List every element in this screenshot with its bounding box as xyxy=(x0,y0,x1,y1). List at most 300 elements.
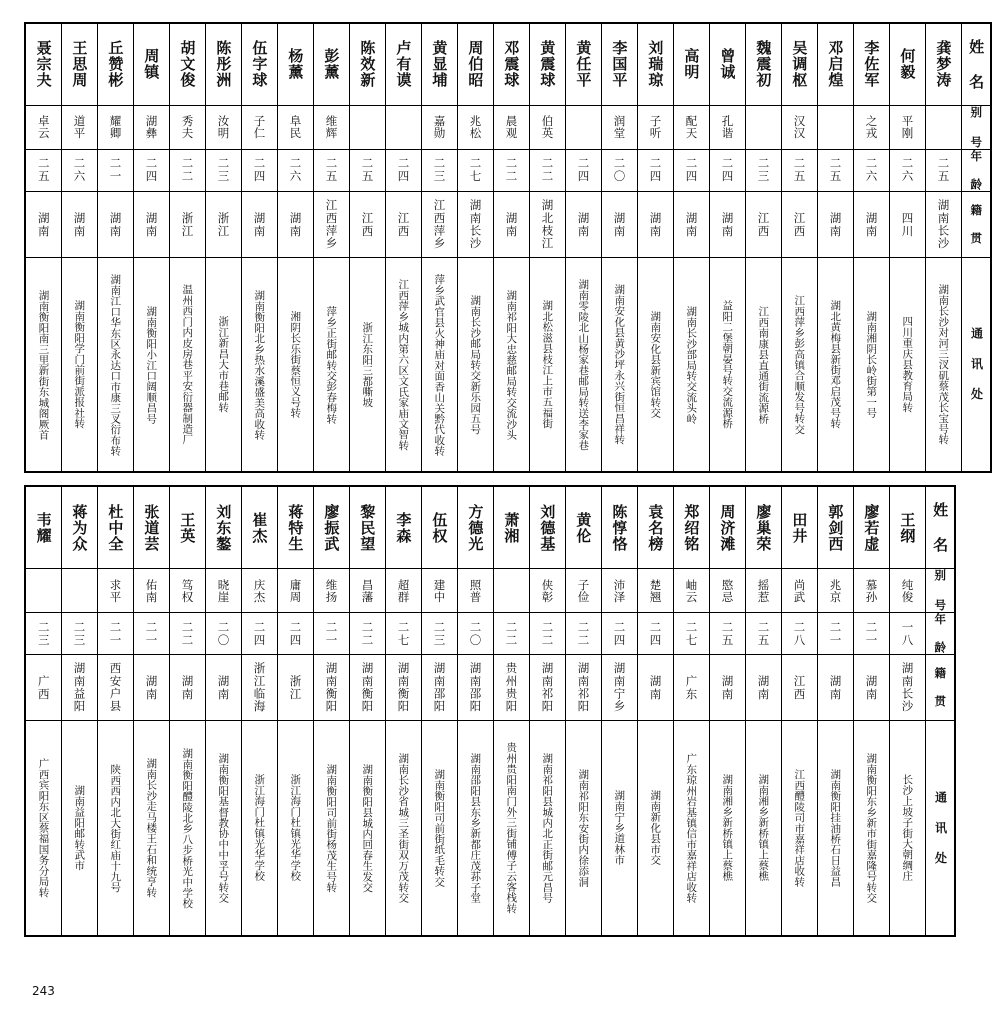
cell-age xyxy=(709,149,745,191)
name-text: 蒋为众 xyxy=(70,503,89,552)
address-text: 贵州贵阳南门外三街铺傅子云客栈转 xyxy=(505,742,518,914)
cell-name xyxy=(241,23,277,105)
cell-address xyxy=(565,721,601,936)
cell-alias xyxy=(61,105,97,149)
name-text: 杨薰 xyxy=(286,48,305,81)
name-text: 李国平 xyxy=(610,40,629,89)
origin-text: 湖南邵阳 xyxy=(468,662,483,714)
cell-age xyxy=(925,149,961,191)
name-text: 蒋特生 xyxy=(286,503,305,552)
cell-address xyxy=(493,257,529,472)
cell-address xyxy=(205,721,241,936)
age-text: 二四 xyxy=(252,620,267,647)
cell-name xyxy=(637,486,673,568)
address-text: 湖南长沙省城三圣街双万茂转交 xyxy=(397,752,410,903)
age-text: 二二 xyxy=(576,620,591,647)
address-text: 湖南长沙邮局转交新乐园五号 xyxy=(469,294,482,435)
cell-origin xyxy=(457,191,493,257)
alias-text: 摇惹 xyxy=(756,578,771,603)
cell-origin xyxy=(385,191,421,257)
origin-text: 江西 xyxy=(792,675,807,701)
cell-origin xyxy=(781,655,817,721)
alias-text: 维扬 xyxy=(324,578,339,603)
alias-text: 子仁 xyxy=(252,115,267,140)
table-row xyxy=(25,613,955,655)
row-label-name xyxy=(925,486,955,568)
alias-text: 阜民 xyxy=(288,115,303,140)
cell-alias xyxy=(817,568,853,612)
cell-alias xyxy=(97,568,133,612)
name-text: 廖巢荣 xyxy=(754,503,773,552)
cell-alias xyxy=(781,568,817,612)
origin-text: 湖南 xyxy=(252,211,267,238)
cell-alias xyxy=(457,568,493,612)
age-text: 二七 xyxy=(684,620,699,647)
cell-age xyxy=(781,149,817,191)
cell-address xyxy=(241,721,277,936)
origin-text: 湖南 xyxy=(36,211,51,238)
address-text: 湖南长沙走马楼王石和统亨转 xyxy=(145,758,158,898)
age-text: 二二 xyxy=(180,157,195,184)
cell-alias xyxy=(25,105,61,149)
cell-address xyxy=(313,721,349,936)
name-text: 王思周 xyxy=(70,40,89,89)
age-text: 二四 xyxy=(288,620,303,647)
cell-address xyxy=(385,257,421,472)
age-text: 二三 xyxy=(36,620,51,647)
cell-address xyxy=(889,721,925,936)
origin-text: 湖南 xyxy=(648,675,663,701)
cell-age xyxy=(241,613,277,655)
cell-alias xyxy=(601,105,637,149)
address-text: 浙江海门杜镇光华学校 xyxy=(289,774,302,882)
row-label-address xyxy=(925,721,955,936)
cell-origin xyxy=(637,655,673,721)
name-text: 陈彤洲 xyxy=(214,40,233,89)
age-text: 二六 xyxy=(288,157,303,184)
cell-address xyxy=(349,721,385,936)
name-text: 黎民望 xyxy=(358,503,377,552)
name-text: 郭剑西 xyxy=(826,503,845,552)
name-text: 曾诚 xyxy=(718,48,737,81)
cell-address xyxy=(853,721,889,936)
age-text: 二四 xyxy=(648,620,663,647)
alias-text: 楚翘 xyxy=(648,578,663,603)
name-text: 周镇 xyxy=(142,48,161,81)
cell-origin xyxy=(349,655,385,721)
row-label-name xyxy=(961,23,991,105)
address-text: 湖南益阳邮转武市 xyxy=(73,785,86,871)
age-text: 二二 xyxy=(540,620,555,647)
cell-alias xyxy=(709,105,745,149)
age-text: 二〇 xyxy=(612,157,627,184)
address-text: 湖南衡阳司前街纸毛转交 xyxy=(433,769,446,887)
age-text: 二四 xyxy=(720,157,735,184)
alias-text: 沛泽 xyxy=(612,578,627,603)
alias-text: 庸周 xyxy=(288,578,303,603)
cell-alias xyxy=(169,105,205,149)
cell-address xyxy=(493,721,529,936)
cell-address xyxy=(313,257,349,472)
cell-age xyxy=(241,149,277,191)
alias-text: 昌藩 xyxy=(360,578,375,603)
address-text: 浙江海门杜镇光华学校 xyxy=(253,774,266,882)
cell-alias xyxy=(889,568,925,612)
address-text: 广东琼州岩基镇信市嘉祥店收转 xyxy=(685,752,698,903)
cell-address xyxy=(169,257,205,472)
cell-name xyxy=(601,486,637,568)
origin-text: 湖南 xyxy=(108,211,123,238)
cell-address xyxy=(97,257,133,472)
cell-name xyxy=(61,23,97,105)
address-text: 湖南江口华东区永达口市康三叉衍布转 xyxy=(109,273,122,456)
cell-age xyxy=(61,149,97,191)
age-text: 二三 xyxy=(216,157,231,184)
cell-alias xyxy=(169,568,205,612)
age-text: 二五 xyxy=(756,620,771,647)
origin-text: 湖南 xyxy=(756,675,771,701)
name-text: 陈效新 xyxy=(358,40,377,89)
cell-address xyxy=(277,257,313,472)
name-text: 邓启煌 xyxy=(826,40,845,89)
cell-alias xyxy=(493,568,529,612)
age-text: 二四 xyxy=(252,157,267,184)
origin-text: 湖南 xyxy=(828,211,843,238)
cell-origin xyxy=(889,655,925,721)
cell-name xyxy=(313,486,349,568)
table-row xyxy=(25,149,991,191)
origin-text: 湖南祁阳 xyxy=(540,662,555,714)
address-text: 湘阴长乐街蔡恒义号转 xyxy=(289,311,302,419)
cell-address xyxy=(385,721,421,936)
cell-name xyxy=(421,486,457,568)
cell-age xyxy=(565,613,601,655)
cell-address xyxy=(601,257,637,472)
cell-origin xyxy=(709,655,745,721)
cell-alias xyxy=(745,568,781,612)
name-text: 何毅 xyxy=(898,48,917,81)
age-text: 二三 xyxy=(72,620,87,647)
cell-origin xyxy=(421,191,457,257)
address-text: 湖南湘乡新桥镇上蔡樵 xyxy=(721,774,734,882)
address-text: 广西宾阳东区蔡福国务分局转 xyxy=(37,758,50,898)
cell-age xyxy=(601,613,637,655)
cell-alias xyxy=(133,105,169,149)
origin-text: 湖南 xyxy=(504,211,519,238)
name-text: 黄任平 xyxy=(574,40,593,89)
address-text: 江西萍乡城内第六区文氏家庙文智转 xyxy=(397,278,410,451)
cell-origin xyxy=(601,655,637,721)
cell-alias xyxy=(313,568,349,612)
cell-origin xyxy=(781,191,817,257)
cell-origin xyxy=(277,191,313,257)
cell-address xyxy=(133,721,169,936)
address-text: 湖南祁阳大忠慈邮局转交流沙头 xyxy=(505,289,518,440)
cell-alias xyxy=(673,568,709,612)
name-text: 刘东鏊 xyxy=(214,503,233,552)
cell-name xyxy=(97,23,133,105)
table-row xyxy=(25,257,991,472)
cell-alias xyxy=(529,105,565,149)
cell-alias xyxy=(565,105,601,149)
cell-name xyxy=(565,23,601,105)
cell-name xyxy=(169,23,205,105)
name-text: 邓震球 xyxy=(502,40,521,89)
alias-text: 兆松 xyxy=(468,115,483,140)
alias-text: 配天 xyxy=(684,115,699,140)
age-text: 二七 xyxy=(396,620,411,647)
cell-alias xyxy=(781,105,817,149)
age-text: 二二 xyxy=(360,620,375,647)
cell-name xyxy=(781,486,817,568)
origin-text: 湖南 xyxy=(864,675,879,701)
origin-text: 浙江临海 xyxy=(252,662,267,714)
cell-origin xyxy=(925,191,961,257)
cell-age xyxy=(673,613,709,655)
cell-alias xyxy=(637,105,673,149)
row-label-alias xyxy=(925,568,955,612)
cell-age xyxy=(277,149,313,191)
table-row xyxy=(25,655,955,721)
cell-age xyxy=(421,149,457,191)
cell-name xyxy=(25,486,61,568)
cell-age xyxy=(205,149,241,191)
cell-name xyxy=(709,486,745,568)
cell-origin xyxy=(241,191,277,257)
name-text: 伍权 xyxy=(430,511,449,544)
cell-address xyxy=(457,257,493,472)
origin-text: 湖南 xyxy=(216,675,231,701)
origin-text: 江西 xyxy=(756,211,771,238)
address-text: 湖南衡阳南三里新街东城阁厥首 xyxy=(37,289,50,440)
age-text: 二四 xyxy=(396,157,411,184)
cell-age xyxy=(97,149,133,191)
cell-origin xyxy=(241,655,277,721)
name-text: 李佐军 xyxy=(862,40,881,89)
address-text: 长沙上坡子街大朝绸庄 xyxy=(901,774,914,882)
origin-text: 湖南 xyxy=(828,675,843,701)
roster-table-lower xyxy=(24,485,956,936)
cell-origin xyxy=(817,191,853,257)
age-text: 二一 xyxy=(324,620,339,647)
address-text: 湖南湘阴长岭街第一号 xyxy=(865,311,878,419)
cell-name xyxy=(745,23,781,105)
age-text: 二五 xyxy=(792,157,807,184)
table-row xyxy=(25,486,955,568)
cell-age xyxy=(133,149,169,191)
roster-tables xyxy=(24,22,986,937)
origin-text: 湖南长沙 xyxy=(900,662,915,714)
alias-text: 平刚 xyxy=(900,115,915,140)
cell-age xyxy=(853,613,889,655)
origin-text: 贵州贵阳 xyxy=(504,662,519,714)
cell-origin xyxy=(565,191,601,257)
age-text: 二一 xyxy=(144,620,159,647)
address-text: 湖南零陵北山杨家巷邮局转送李家巷 xyxy=(577,278,590,451)
row-label-text: 姓 名 xyxy=(967,38,986,90)
cell-name xyxy=(493,486,529,568)
cell-alias xyxy=(421,568,457,612)
origin-text: 浙江 xyxy=(216,211,231,238)
alias-text: 伯英 xyxy=(540,115,555,140)
origin-text: 湖南 xyxy=(720,211,735,238)
age-text: 二一 xyxy=(108,620,123,647)
cell-origin xyxy=(853,655,889,721)
cell-alias xyxy=(493,105,529,149)
alias-text: 卓云 xyxy=(36,115,51,140)
origin-text: 湖南祁阳 xyxy=(576,662,591,714)
cell-name xyxy=(457,486,493,568)
cell-name xyxy=(529,23,565,105)
cell-origin xyxy=(421,655,457,721)
cell-name xyxy=(673,486,709,568)
name-text: 魏震初 xyxy=(754,40,773,89)
cell-age xyxy=(529,613,565,655)
address-text: 湖南衡阳县城内回春生发交 xyxy=(361,763,374,893)
age-text: 二一 xyxy=(828,620,843,647)
cell-name xyxy=(529,486,565,568)
cell-address xyxy=(97,721,133,936)
cell-name xyxy=(925,23,961,105)
cell-alias xyxy=(925,105,961,149)
cell-origin xyxy=(61,191,97,257)
cell-address xyxy=(241,257,277,472)
address-text: 湖南祁阳东安街内徐添洞 xyxy=(577,769,590,887)
row-label-text: 别 号 xyxy=(969,105,984,149)
cell-age xyxy=(817,149,853,191)
cell-age xyxy=(457,613,493,655)
age-text: 二五 xyxy=(360,157,375,184)
cell-origin xyxy=(205,191,241,257)
address-text: 江西醴陵司市嘉祥店收转 xyxy=(793,769,806,887)
cell-origin xyxy=(133,191,169,257)
cell-address xyxy=(169,721,205,936)
origin-text: 江西 xyxy=(396,211,411,238)
origin-text: 湖南长沙 xyxy=(936,199,951,250)
cell-age xyxy=(61,613,97,655)
cell-age xyxy=(133,613,169,655)
address-text: 浙江新昌大市巷邮转 xyxy=(217,316,230,413)
age-text: 二四 xyxy=(144,157,159,184)
origin-text: 浙江 xyxy=(288,675,303,701)
age-text: 二四 xyxy=(576,157,591,184)
roster-table-upper xyxy=(24,22,992,473)
age-text: 二三 xyxy=(432,157,447,184)
cell-alias xyxy=(349,105,385,149)
name-text: 张道芸 xyxy=(142,503,161,552)
alias-text: 笃权 xyxy=(180,578,195,603)
address-text: 湖南长沙对河三汊矶蔡茂长宝号转 xyxy=(937,284,950,445)
cell-alias xyxy=(133,568,169,612)
cell-age xyxy=(889,613,925,655)
cell-age xyxy=(349,149,385,191)
cell-origin xyxy=(709,191,745,257)
cell-address xyxy=(925,257,961,472)
cell-name xyxy=(385,23,421,105)
address-text: 湖北黄梅县新街邓启茂号转 xyxy=(829,300,842,429)
alias-text: 侠彰 xyxy=(540,578,555,603)
cell-address xyxy=(673,721,709,936)
origin-text: 湖南 xyxy=(720,675,735,701)
cell-alias xyxy=(241,105,277,149)
page-number: 243 xyxy=(32,984,55,998)
address-text: 湖南衡阳北乡热水溪盛美高收转 xyxy=(253,289,266,440)
cell-age xyxy=(781,613,817,655)
cell-alias xyxy=(817,105,853,149)
cell-name xyxy=(889,23,925,105)
age-text: 二四 xyxy=(648,157,663,184)
cell-name xyxy=(385,486,421,568)
name-text: 丘赞彬 xyxy=(106,40,125,89)
cell-origin xyxy=(313,655,349,721)
cell-age xyxy=(457,149,493,191)
cell-address xyxy=(637,721,673,936)
cell-address xyxy=(565,257,601,472)
cell-alias xyxy=(205,568,241,612)
alias-text: 求平 xyxy=(108,578,123,603)
alias-text: 照普 xyxy=(468,578,483,603)
age-text: 二四 xyxy=(684,157,699,184)
cell-alias xyxy=(349,568,385,612)
age-text: 二五 xyxy=(324,157,339,184)
cell-name xyxy=(709,23,745,105)
cell-origin xyxy=(889,191,925,257)
address-text: 湖南宁乡道林市 xyxy=(613,790,626,866)
name-text: 杜中全 xyxy=(106,503,125,552)
cell-name xyxy=(349,23,385,105)
origin-text: 湖南 xyxy=(684,211,699,238)
cell-origin xyxy=(313,191,349,257)
cell-origin xyxy=(637,191,673,257)
row-label-text: 年 龄 xyxy=(933,613,948,655)
cell-origin xyxy=(565,655,601,721)
address-text: 萍乡正街邮转交彭春梅转 xyxy=(325,305,338,424)
origin-text: 湖南衡阳 xyxy=(396,662,411,714)
cell-address xyxy=(61,257,97,472)
age-text: 二〇 xyxy=(216,620,231,647)
cell-alias xyxy=(313,105,349,149)
address-text: 萍乡武官县火神庙对面香山关黔代收转 xyxy=(433,273,446,456)
name-text: 王纲 xyxy=(898,511,917,544)
cell-alias xyxy=(205,105,241,149)
cell-name xyxy=(565,486,601,568)
cell-origin xyxy=(745,191,781,257)
alias-text: 孔谐 xyxy=(720,115,735,140)
cell-name xyxy=(781,23,817,105)
row-label-origin xyxy=(961,191,991,257)
row-label-text: 籍 贯 xyxy=(933,667,948,708)
cell-name xyxy=(97,486,133,568)
alias-text: 愍忌 xyxy=(720,578,735,603)
origin-text: 江西 xyxy=(792,211,807,238)
alias-text: 湖彝 xyxy=(144,115,159,140)
origin-text: 湖南衡阳 xyxy=(360,662,375,714)
row-label-origin xyxy=(925,655,955,721)
cell-origin xyxy=(673,655,709,721)
cell-age xyxy=(529,149,565,191)
origin-text: 湖南长沙 xyxy=(468,199,483,250)
origin-text: 湖南衡阳 xyxy=(324,662,339,714)
cell-address xyxy=(133,257,169,472)
cell-origin xyxy=(205,655,241,721)
cell-name xyxy=(421,23,457,105)
cell-address xyxy=(421,257,457,472)
cell-alias xyxy=(673,105,709,149)
name-text: 萧湘 xyxy=(502,511,521,544)
address-text: 温州西门内皮房巷平安衍器制造厂 xyxy=(181,284,194,445)
cell-origin xyxy=(97,191,133,257)
cell-name xyxy=(277,486,313,568)
